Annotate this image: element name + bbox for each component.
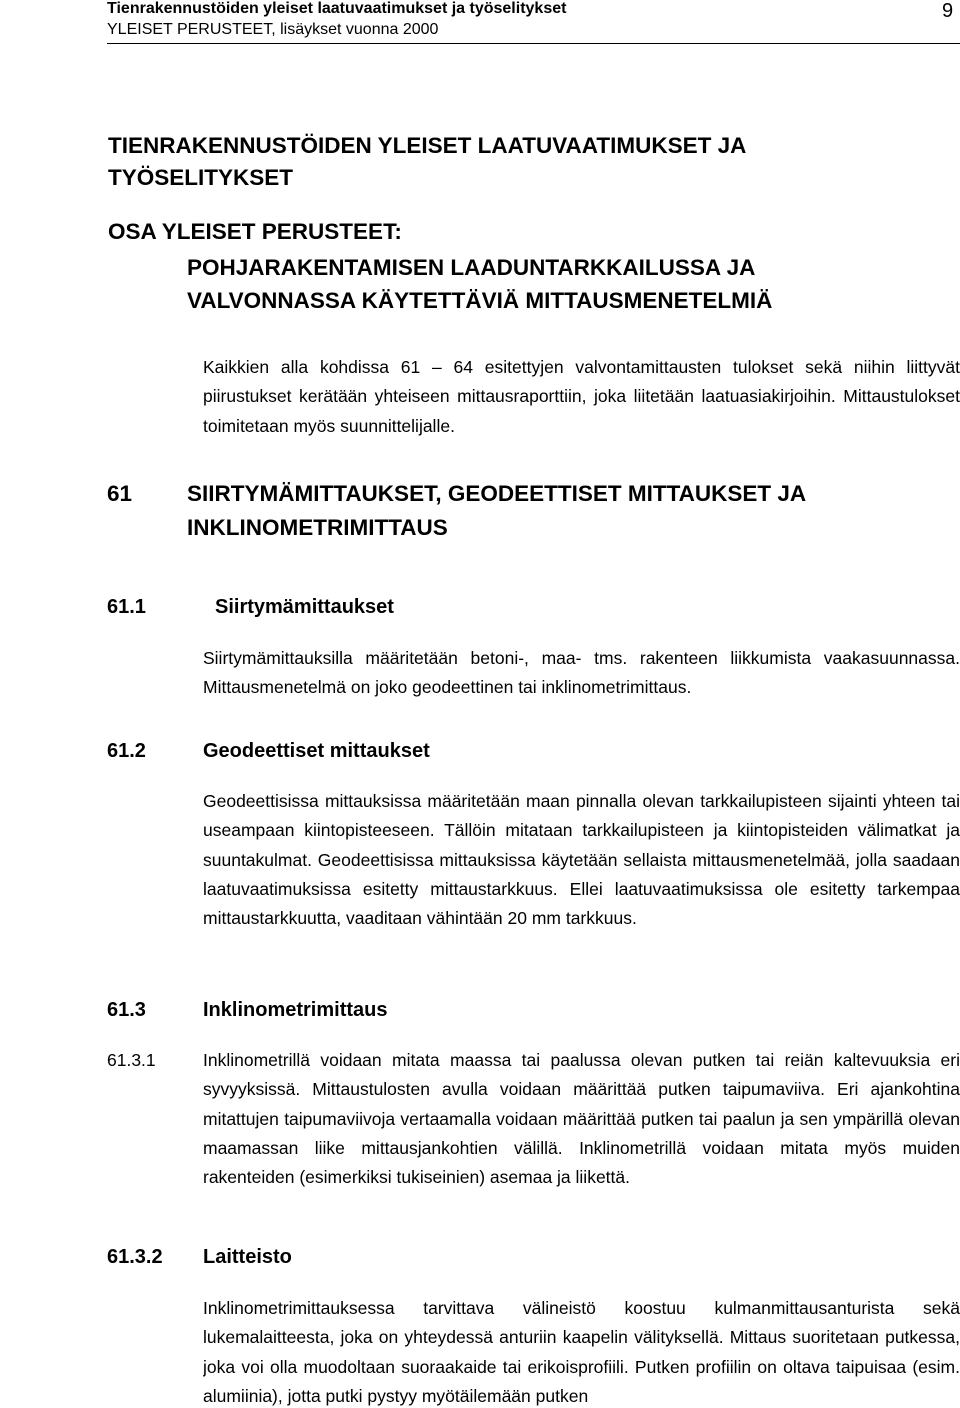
section-61-title-line-2: INKLINOMETRIMITTAUS — [187, 515, 448, 540]
section-61-2-title: Geodeettiset mittaukset — [203, 740, 430, 762]
section-61-title-line-1: SIIRTYMÄMITTAUKSET, GEODEETTISET MITTAUKSET JA — [187, 481, 807, 506]
page-number: 9 — [942, 0, 954, 22]
section-61-1-number: 61.1 — [107, 596, 146, 618]
section-61-2-number: 61.2 — [107, 740, 146, 762]
section-61-3-1-body: Inklinometrillä voidaan mitata maassa tai paalussa olevan putken tai reiän kaltevuuksia eri syvyyksissä. Mittaustulosten avulla voidaan määrittää putken taipumaviiva. Eri ajankohtina mitattujen taipumaviivoja vertaamalla voidaan määrittää putken tai paalun ja sen ympärillä olevan maamassan liike mittausjankohtien välillä. Inklinometrillä voidaan mitata myös muiden rakenteiden (esimerkiksi tukiseinien) asemaa ja liikettä. — [203, 1050, 960, 1188]
header-divider — [107, 43, 960, 44]
part-title-line-1: POHJARAKENTAMISEN LAADUNTARKKAILUSSA JA — [187, 255, 756, 280]
section-61-3-2-body: Inklinometrimittauksessa tarvittava välineistö koostuu kulmanmittausanturista sekä lukemalaitteesta, joka on yhteydessä anturiin kaapelin välityksellä. Mittaus suoritetaan putkessa, joka voi olla muodoltaan suoraakaide tai erikoisprofiili. Putken profiilin on oltava taipuisaa (esim. alumiinia), jotta putki pystyy myötäilemään putken — [203, 1298, 960, 1406]
section-61-1-title: Siirtymämittaukset — [215, 596, 394, 618]
section-61-3-2-title: Laitteisto — [203, 1246, 292, 1268]
section-61-3-number: 61.3 — [107, 999, 146, 1021]
running-header-title: Tienrakennustöiden yleiset laatuvaatimukset ja työselitykset — [107, 0, 567, 17]
part-label: OSA YLEISET PERUSTEET: — [108, 219, 402, 244]
section-61-3-title: Inklinometrimittaus — [203, 999, 388, 1021]
document-title-line-1: TIENRAKENNUSTÖIDEN YLEISET LAATUVAATIMUKSET JA — [108, 133, 747, 158]
section-61-2-body: Geodeettisissa mittauksissa määritetään maan pinnalla olevan tarkkailupisteen sijainti yhteen tai useampaan kiintopisteeseen. Tällöin mitataan tarkkailupisteen ja kiintopisteiden välimatkat ja suuntakulmat. Geodeettisissa mittauksissa käytetään sellaista mittausmenetelmää, jolla saadaan laatuvaatimuksissa esitetty mittaustarkkuus. Ellei laatuvaatimuksissa ole esitetty tarkempaa mittaustarkkuutta, vaaditaan vähintään 20 mm tarkkuus. — [203, 791, 960, 929]
intro-paragraph: Kaikkien alla kohdissa 61 – 64 esitettyjen valvontamittausten tulokset sekä niihin liittyvät piirustukset kerätään yhteiseen mittausraporttiin, joka liitetään laatuasiakirjoihin. Mittaustulokset toimitetaan myös suunnittelijalle. — [203, 357, 960, 436]
document-title-line-2: TYÖSELITYKSET — [108, 165, 294, 190]
section-61-3-1-number: 61.3.1 — [107, 1050, 156, 1070]
section-61-number: 61 — [107, 481, 133, 506]
part-title-line-2: VALVONNASSA KÄYTETTÄVIÄ MITTAUSMENETELMIÄ — [187, 288, 773, 313]
section-61-3-2-number: 61.3.2 — [107, 1246, 163, 1268]
section-61-1-body: Siirtymämittauksilla määritetään betoni-, maa- tms. rakenteen liikkumista vaakasuunnassa. Mittausmenetelmä on joko geodeettinen tai inklinometrimittaus. — [203, 648, 960, 698]
running-header-subtitle: YLEISET PERUSTEET, lisäykset vuonna 2000 — [107, 21, 439, 38]
